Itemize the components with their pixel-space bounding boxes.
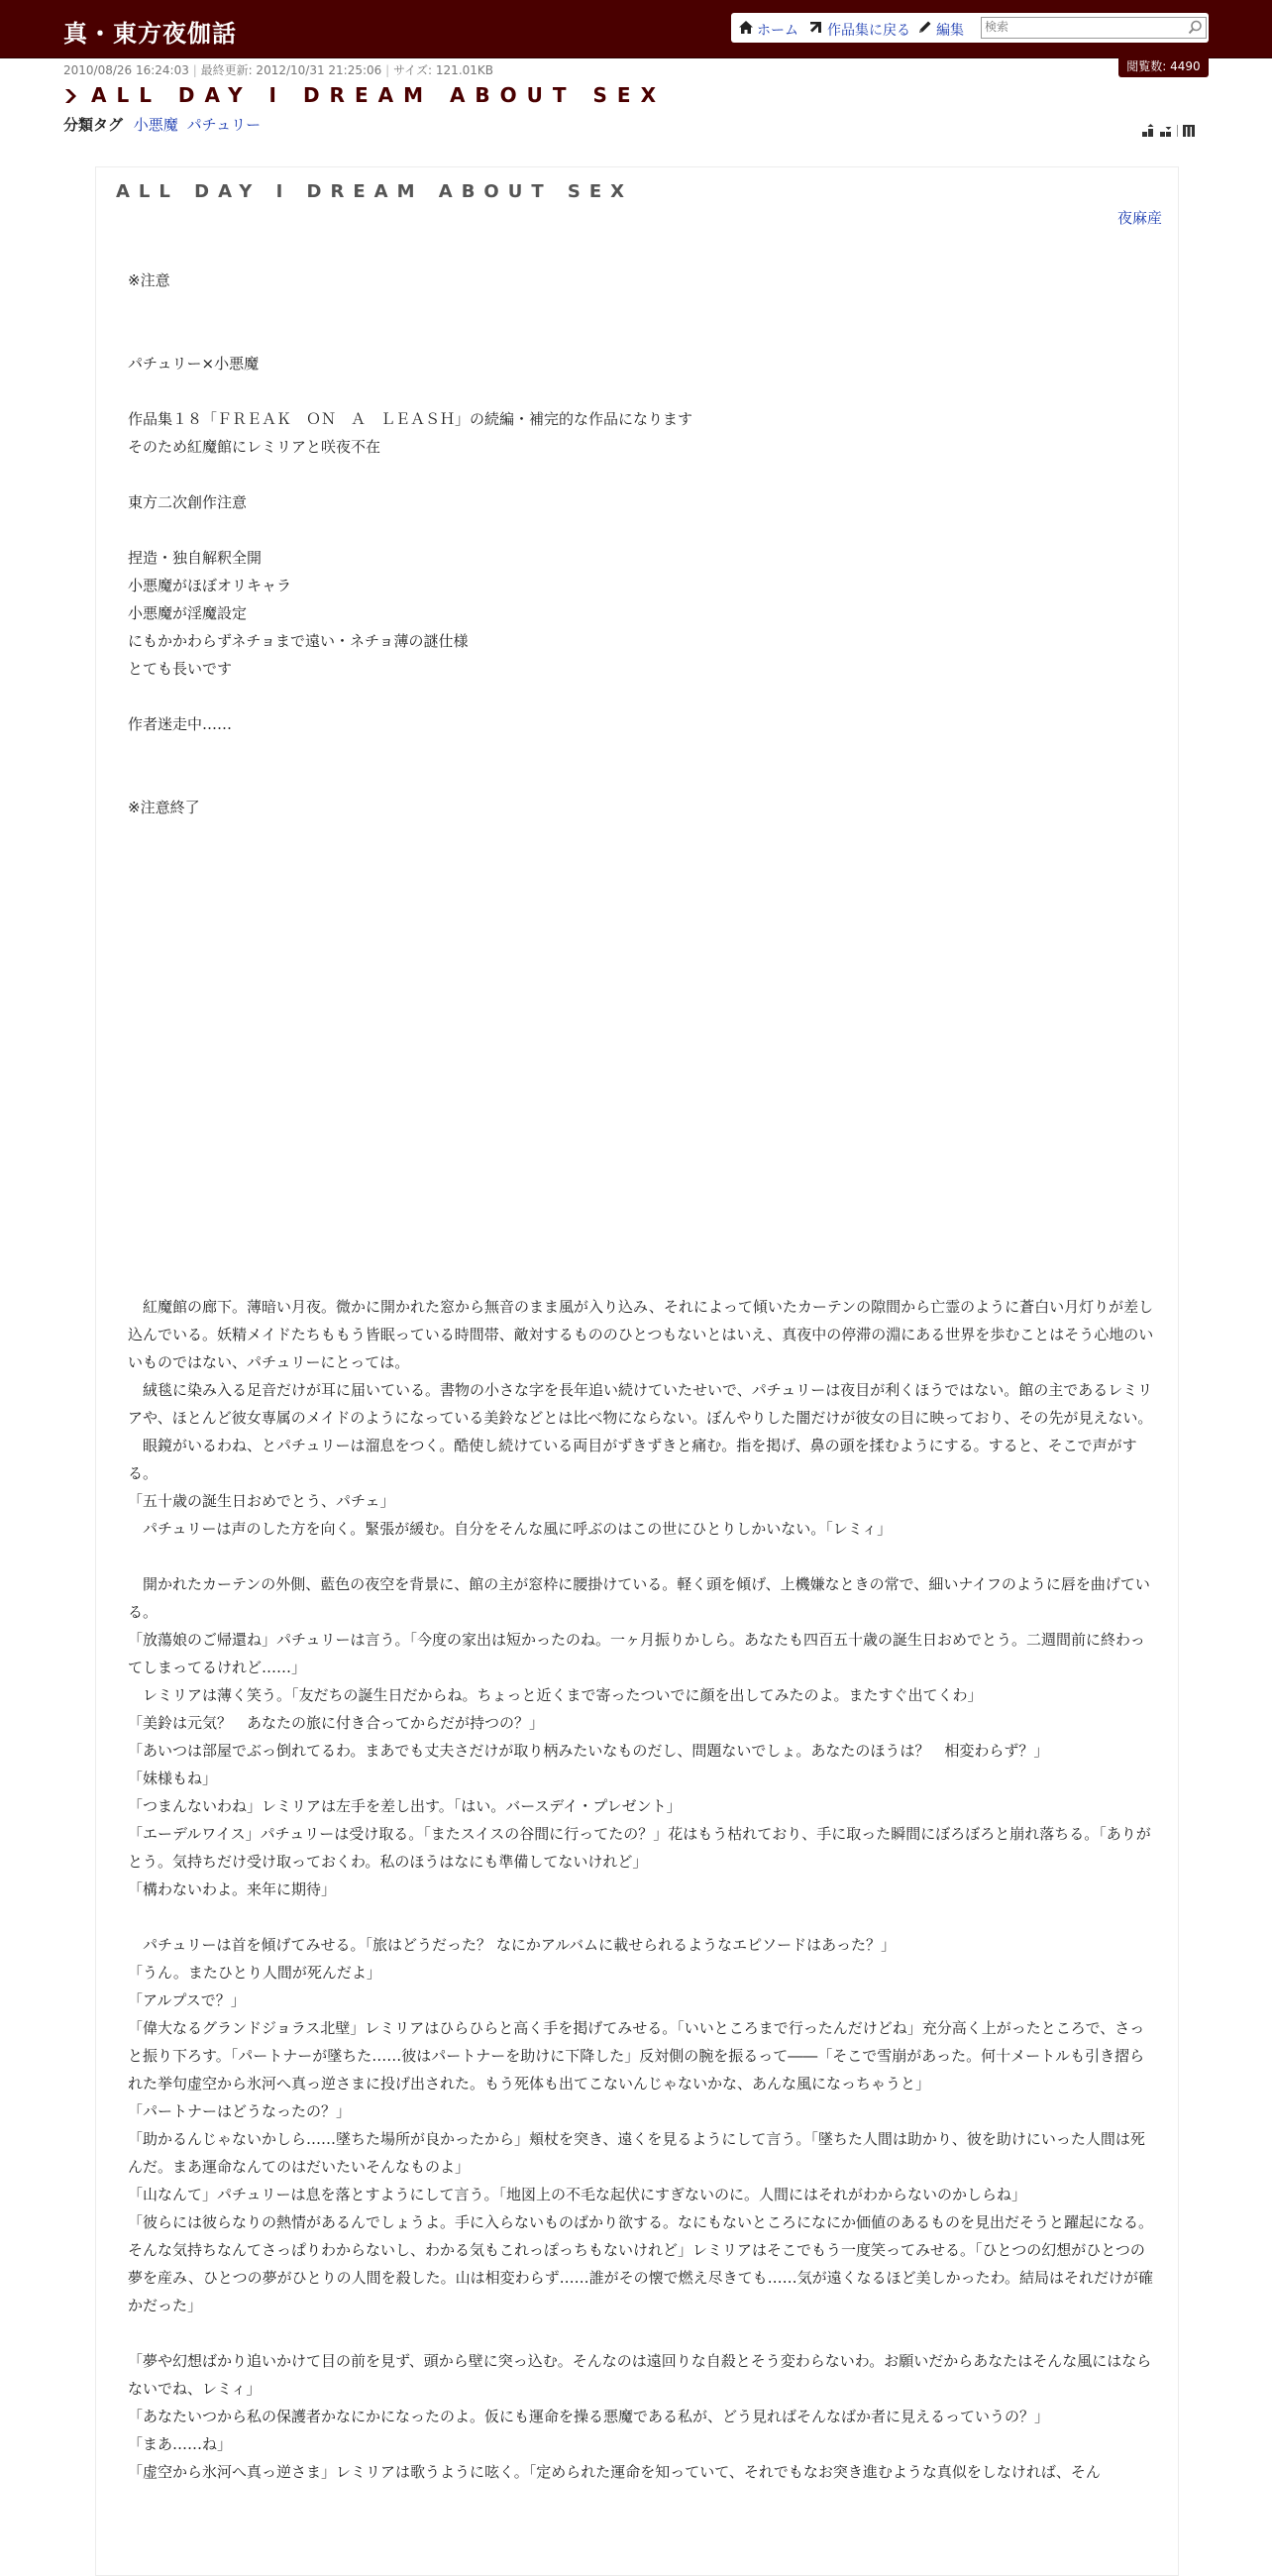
story-paragraph: 「助かるんじゃないかしら……墜ちた場所が良かったから」頬杖を突き、遠くを見るようにして言う。「墜ちた人間は助かり、彼を助けにいった人間は死んだ。まあ運命なんてのはだいたいそんなものよ」 xyxy=(128,2130,1145,2176)
search-box xyxy=(981,17,1207,39)
view-count-badge: 閲覧数: 4490 xyxy=(1118,55,1209,77)
layout-toggle-icon[interactable] xyxy=(1182,123,1196,142)
tag-link[interactable]: 小悪魔 xyxy=(133,116,178,134)
title-arrow-icon xyxy=(63,88,79,104)
story-paragraph: 「虚空から氷河へ真っ逆さま」レミリアは歌うように呟く。「定められた運命を知っていて、それでもなお突き進むような真似をしなければ、そん xyxy=(128,2463,1101,2481)
story-paragraph: 「妹様もね」 xyxy=(128,1770,218,1787)
font-size-down-icon[interactable] xyxy=(1159,123,1173,142)
story-paragraph: 紅魔館の廊下。薄暗い月夜。微かに開かれた窓から無音のまま風が入り込み、それによって傾いたカーテンの隙間から亡霊のように蒼白い月灯りが差し込んでいる。妖精メイドたちももう皆眠っている時間帯、敵対するもののひとつもないとはいえ、真夜中の停滞の淵にある世界を歩むことはそう心地のいいものではない、パチュリーにとっては。 xyxy=(128,1298,1154,1371)
note-line: 作者迷走中…… xyxy=(128,715,233,733)
story-paragraph xyxy=(128,1903,1154,1931)
story-paragraph: 「あいつは部屋でぶっ倒れてるわ。まあでも丈夫さだけが取り柄みたいなものだし、問題ないでしょ。あなたのほうは？ 相変わらず？」 xyxy=(128,1742,1049,1760)
divider xyxy=(1177,123,1179,142)
search-input[interactable] xyxy=(985,19,1179,35)
body-text xyxy=(128,267,1154,2486)
note-line: とても長いです xyxy=(128,660,233,678)
note-line xyxy=(128,377,1154,405)
note-line: パチュリー×小悪魔 xyxy=(128,355,260,373)
header-bar xyxy=(0,0,1272,58)
nav-toolbar xyxy=(731,13,1209,43)
content-title: ALL DAY I DREAM ABOUT SEX xyxy=(116,181,634,202)
story-paragraph: 「偉大なるグランドジョラス北壁」レミリアはひらひらと高く手を掲げてみせる。「いいところまで行ったんだけどね」充分高く上がったところで、さっと振り下ろす。「パートナーが墜ちた……彼はパートナーを助けに下降した」反対側の腕を振るって――「そこで雪崩があった。何十メートルも引き摺られた挙句虚空から氷河へ真っ逆さまに投げ出された。もう死体も出てこないんじゃないかな、あんな風になっちゃうと」 xyxy=(128,2019,1145,2093)
story-paragraph: 「エーデルワイス」パチュリーは受け取る。「またスイスの谷間に行ってたの？」花はもう枯れており、手に取った瞬間にぼろぼろと崩れ落ちる。「ありがとう。気持ちだけ受け取っておくわ。私のほうはなにも準備してないけれど」 xyxy=(128,1825,1151,1871)
story-paragraph: 開かれたカーテンの外側、藍色の夜空を背景に、館の主が窓枠に腰掛けている。軽く頭を傾げ、上機嫌なときの常で、細いナイフのように唇を曲げている。 xyxy=(128,1575,1150,1621)
story-section xyxy=(128,1293,1154,2486)
note-line: 小悪魔がほぼオリキャラ xyxy=(128,577,292,594)
note-line xyxy=(128,766,1154,794)
work-title: ALL DAY I DREAM ABOUT SEX xyxy=(91,83,667,107)
nav-home-label: ホーム xyxy=(757,23,798,39)
updated-date: 最終更新: 2012/10/31 21:25:06 xyxy=(200,63,382,77)
file-size: サイズ: 121.01KB xyxy=(393,63,494,77)
notes-section xyxy=(128,267,1154,821)
story-paragraph: 「まあ……ね」 xyxy=(128,2435,233,2453)
story-paragraph: 「つまんないわね」レミリアは左手を差し出す。「はい。バースデイ・プレゼント」 xyxy=(128,1797,682,1815)
nav-back-label: 作品集に戻る xyxy=(827,23,910,39)
font-size-up-icon[interactable] xyxy=(1141,123,1155,142)
note-line: そのため紅魔館にレミリアと咲夜不在 xyxy=(128,438,381,456)
note-line xyxy=(128,461,1154,488)
story-paragraph: 「五十歳の誕生日おめでとう、パチェ」 xyxy=(128,1492,395,1510)
note-line xyxy=(128,683,1154,710)
nav-edit-label: 編集 xyxy=(936,23,964,39)
story-paragraph: 「放蕩娘のご帰還ね」パチュリーは言う。「今度の家出は短かったのね。一ヶ月振りかしら。あなたも四百五十歳の誕生日おめでとう。二週間前に終わってしまってるけれど……」 xyxy=(128,1631,1145,1676)
note-line: 東方二次創作注意 xyxy=(128,493,248,511)
tags-label: 分類タグ xyxy=(63,116,124,134)
story-paragraph: レミリアは薄く笑う。「友だちの誕生日だからね。ちょっと近くまで寄ったついでに顔を出してみたのよ。またすぐ出てくわ」 xyxy=(128,1686,983,1704)
blank-spacer xyxy=(128,821,1154,1293)
posted-date: 2010/08/26 16:24:03 xyxy=(63,63,189,77)
note-line: ※注意 xyxy=(128,271,170,289)
tag-row xyxy=(63,114,261,135)
story-paragraph: 「あなたいつから私の保護者かなにかになったのよ。仮にも運命を操る悪魔である私が、どう見ればそんなばか者に見えるっていうの？」 xyxy=(128,2408,1050,2425)
story-paragraph: 「山なんて」パチュリーは息を落とすようにして言う。「地図上の不毛な起伏にすぎないのに。人間にはそれがわからないのかしらね」 xyxy=(128,2186,1027,2203)
note-line xyxy=(128,738,1154,766)
story-paragraph: 絨毯に染み入る足音だけが耳に届いている。書物の小さな字を長年追い続けていたせいで、パチュリーは夜目が利くほうではない。館の主であるレミリアや、ほとんど彼女専属のメイドのようになっている美鈴などとは比べ物にならない。ぼんやりした闇だけが彼女の目に映っており、その先が見えない。 xyxy=(128,1381,1153,1427)
story-paragraph: パチュリーは声のした方を向く。緊張が緩む。自分をそんな風に呼ぶのはこの世にひとりしかいない。「レミィ」 xyxy=(128,1520,893,1538)
note-line: 作品集１８「ＦＲＥＡＫ ＯＮ Ａ ＬＥＡＳＨ」の続編・補完的な作品になります xyxy=(128,410,693,428)
pencil-icon xyxy=(917,20,933,35)
note-line: ※注意終了 xyxy=(128,799,200,816)
site-title[interactable]: 真・東方夜伽話 xyxy=(63,20,237,48)
note-line: 小悪魔が淫魔設定 xyxy=(128,604,248,622)
note-line xyxy=(128,516,1154,544)
story-paragraph xyxy=(128,2319,1154,2347)
story-paragraph: 「パートナーはどうなったの？」 xyxy=(128,2102,352,2120)
post-meta: 2010/08/26 16:24:03 | 最終更新: 2012/10/31 21:25:06 | サイズ: 121.01KB xyxy=(63,63,494,77)
story-paragraph: 「うん。またひとり人間が死んだよ」 xyxy=(128,1964,381,1982)
note-line xyxy=(128,322,1154,350)
back-arrow-icon xyxy=(808,20,824,35)
story-paragraph: パチュリーは首を傾げてみせる。「旅はどうだった？ なにかアルバムに載せられるようなエピソードはあった？」 xyxy=(128,1936,897,1954)
story-paragraph: 「美鈴は元気？ あなたの旅に付き合ってからだが持つの？」 xyxy=(128,1714,545,1732)
story-paragraph: 「彼らには彼らなりの熱情があるんでしょうよ。手に入らないものばかり欲する。なにもないところになにか価値のあるものを見出だそうと躍起になる。そんな気持ちなんてさっぱりわからないし、わかる気もこれっぽっちもないけれど」レミリアはそこでもう一度笑ってみせる。「ひとつの幻想がひとつの夢を産み、ひとつの夢がひとりの人間を殺した。山は相変わらず……誰がその懐で燃え尽きても……気が遠くなるほど美しかったわ。結局はそれだけが確かだった」 xyxy=(128,2213,1154,2314)
story-paragraph: 「アルプスで？」 xyxy=(128,1991,246,2009)
content-box xyxy=(95,166,1179,2576)
home-icon xyxy=(738,20,754,35)
story-paragraph xyxy=(128,1543,1154,1570)
note-line xyxy=(128,294,1154,322)
tag-link[interactable]: パチュリー xyxy=(186,116,262,134)
note-line: にもかかわらずネチョまで遠い・ネチョ薄の謎仕様 xyxy=(128,632,469,650)
search-icon[interactable] xyxy=(1188,20,1203,35)
story-paragraph: 眼鏡がいるわね、とパチュリーは溜息をつく。酷使し続けている両目がずきずきと痛む。指を掲げ、鼻の頭を揉むようにする。すると、そこで声がする。 xyxy=(128,1437,1137,1482)
author-link[interactable]: 夜麻産 xyxy=(1116,209,1162,227)
story-paragraph: 「構わないわよ。来年に期待」 xyxy=(128,1880,337,1898)
story-paragraph: 「夢や幻想ばかり追いかけて目の前を見ず、頭から壁に突っ込む。そんなのは遠回りな自殺とそう変わらないわ。お願いだからあなたはそんな風にはならないでね、レミィ」 xyxy=(128,2352,1152,2398)
note-line: 捏造・独自解釈全開 xyxy=(128,549,263,567)
